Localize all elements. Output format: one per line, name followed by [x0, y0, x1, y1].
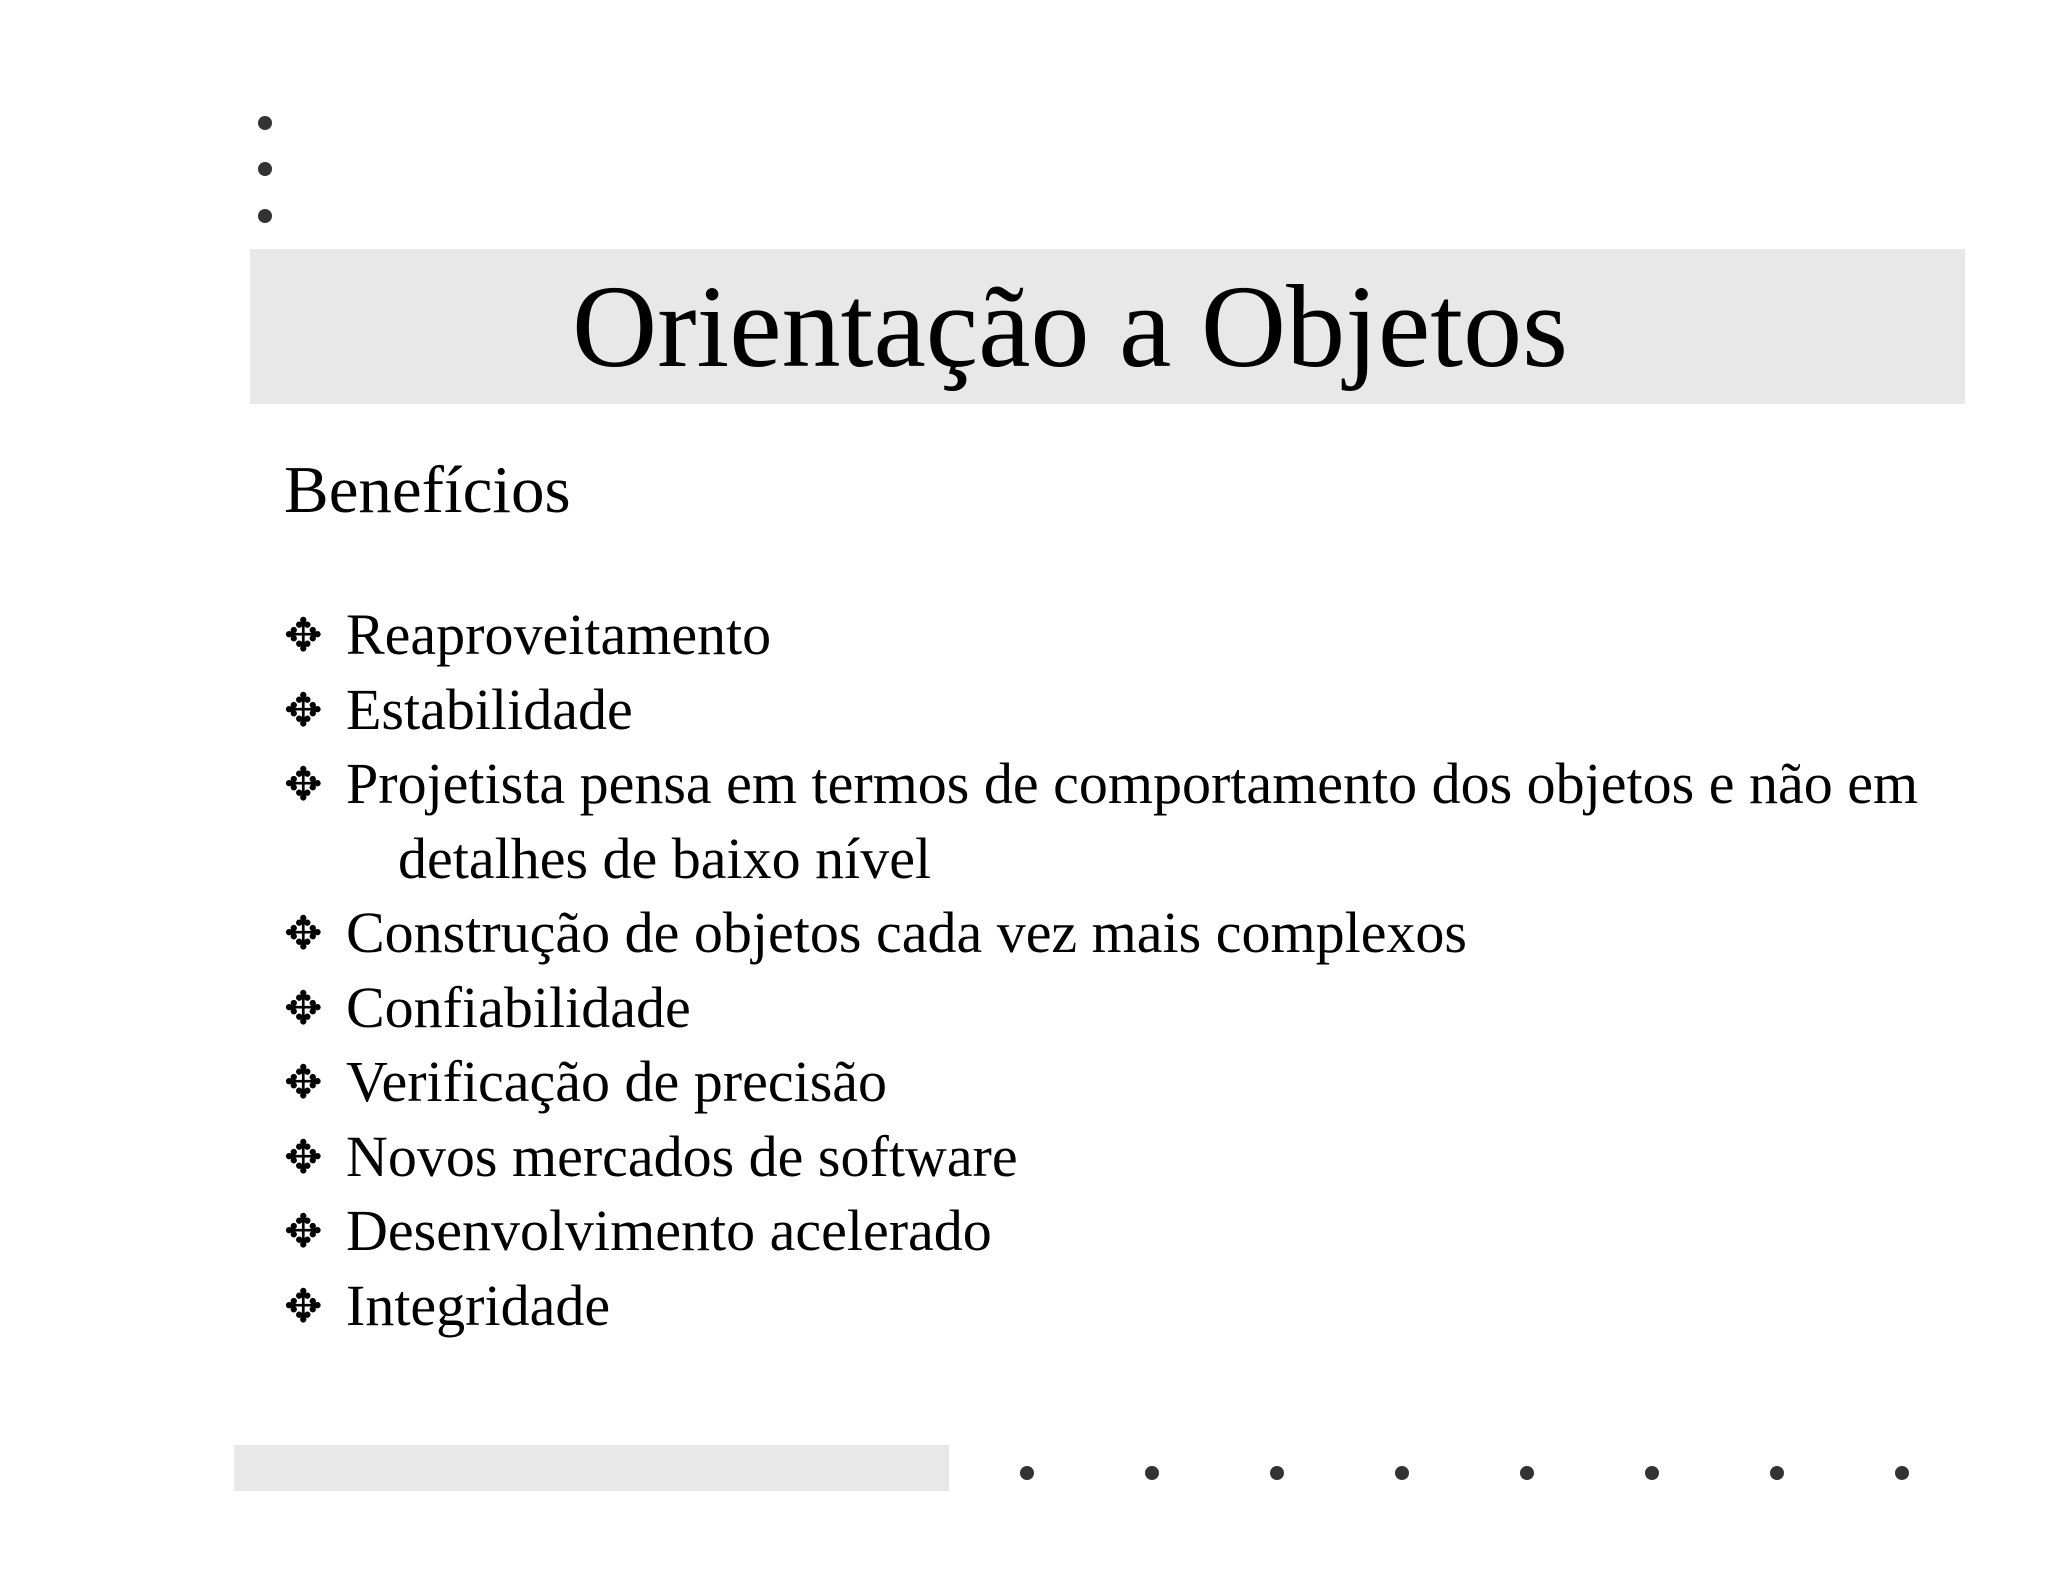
list-item: [284, 1045, 1984, 1120]
list-item: [284, 1269, 1984, 1344]
list-item-text: Estabilidade: [346, 676, 633, 742]
decorative-dot: [1145, 1466, 1159, 1480]
list-item: [284, 673, 1984, 748]
slide-subtitle: Benefícios: [284, 453, 571, 527]
four-pointed-star-icon: ✥: [284, 1204, 323, 1258]
decorative-dot: [1770, 1466, 1784, 1480]
decorative-dot: [1270, 1466, 1284, 1480]
list-item: [284, 1120, 1984, 1195]
four-pointed-star-icon: ✥: [284, 1055, 323, 1109]
four-pointed-star-icon: ✥: [284, 1278, 323, 1333]
list-item-text: Projetista pensa em termos de comportamento dos objetos e não em detalhes de baixo nível: [346, 751, 1919, 891]
list-item-text: Desenvolvimento acelerado: [346, 1198, 992, 1263]
list-item-text: Novos mercados de software: [346, 1123, 1018, 1189]
list-item: [284, 971, 1984, 1046]
four-pointed-star-icon: ✥: [284, 1129, 323, 1184]
list-item: [284, 598, 1984, 673]
decorative-dot: [1020, 1466, 1034, 1480]
decorative-dot: [1520, 1466, 1534, 1480]
list-item-text: Reaproveitamento: [346, 602, 772, 667]
list-item-text: Confiabilidade: [346, 974, 691, 1040]
list-item-text: Verificação de precisão: [346, 1049, 888, 1114]
decorative-dot: [258, 209, 272, 223]
four-pointed-star-icon: ✥: [284, 608, 323, 662]
four-pointed-star-icon: ✥: [284, 906, 323, 960]
four-pointed-star-icon: ✥: [284, 757, 323, 811]
benefits-list: [284, 598, 1984, 1343]
decorative-dot: [258, 116, 272, 130]
list-item: [284, 896, 1984, 971]
four-pointed-star-icon: ✥: [284, 980, 323, 1035]
list-item: [284, 1194, 1984, 1269]
list-item: [284, 747, 1984, 896]
decorative-dot: [1395, 1466, 1409, 1480]
four-pointed-star-icon: ✥: [284, 682, 323, 737]
decorative-dot: [1895, 1466, 1909, 1480]
footer-band: [234, 1445, 949, 1491]
decorative-dot: [258, 162, 272, 176]
list-item-text: Construção de objetos cada vez mais complexos: [346, 900, 1468, 965]
list-item-text: Integridade: [346, 1272, 611, 1338]
slide-title: Orientação a Objetos: [571, 261, 1569, 392]
decorative-dot: [1645, 1466, 1659, 1480]
